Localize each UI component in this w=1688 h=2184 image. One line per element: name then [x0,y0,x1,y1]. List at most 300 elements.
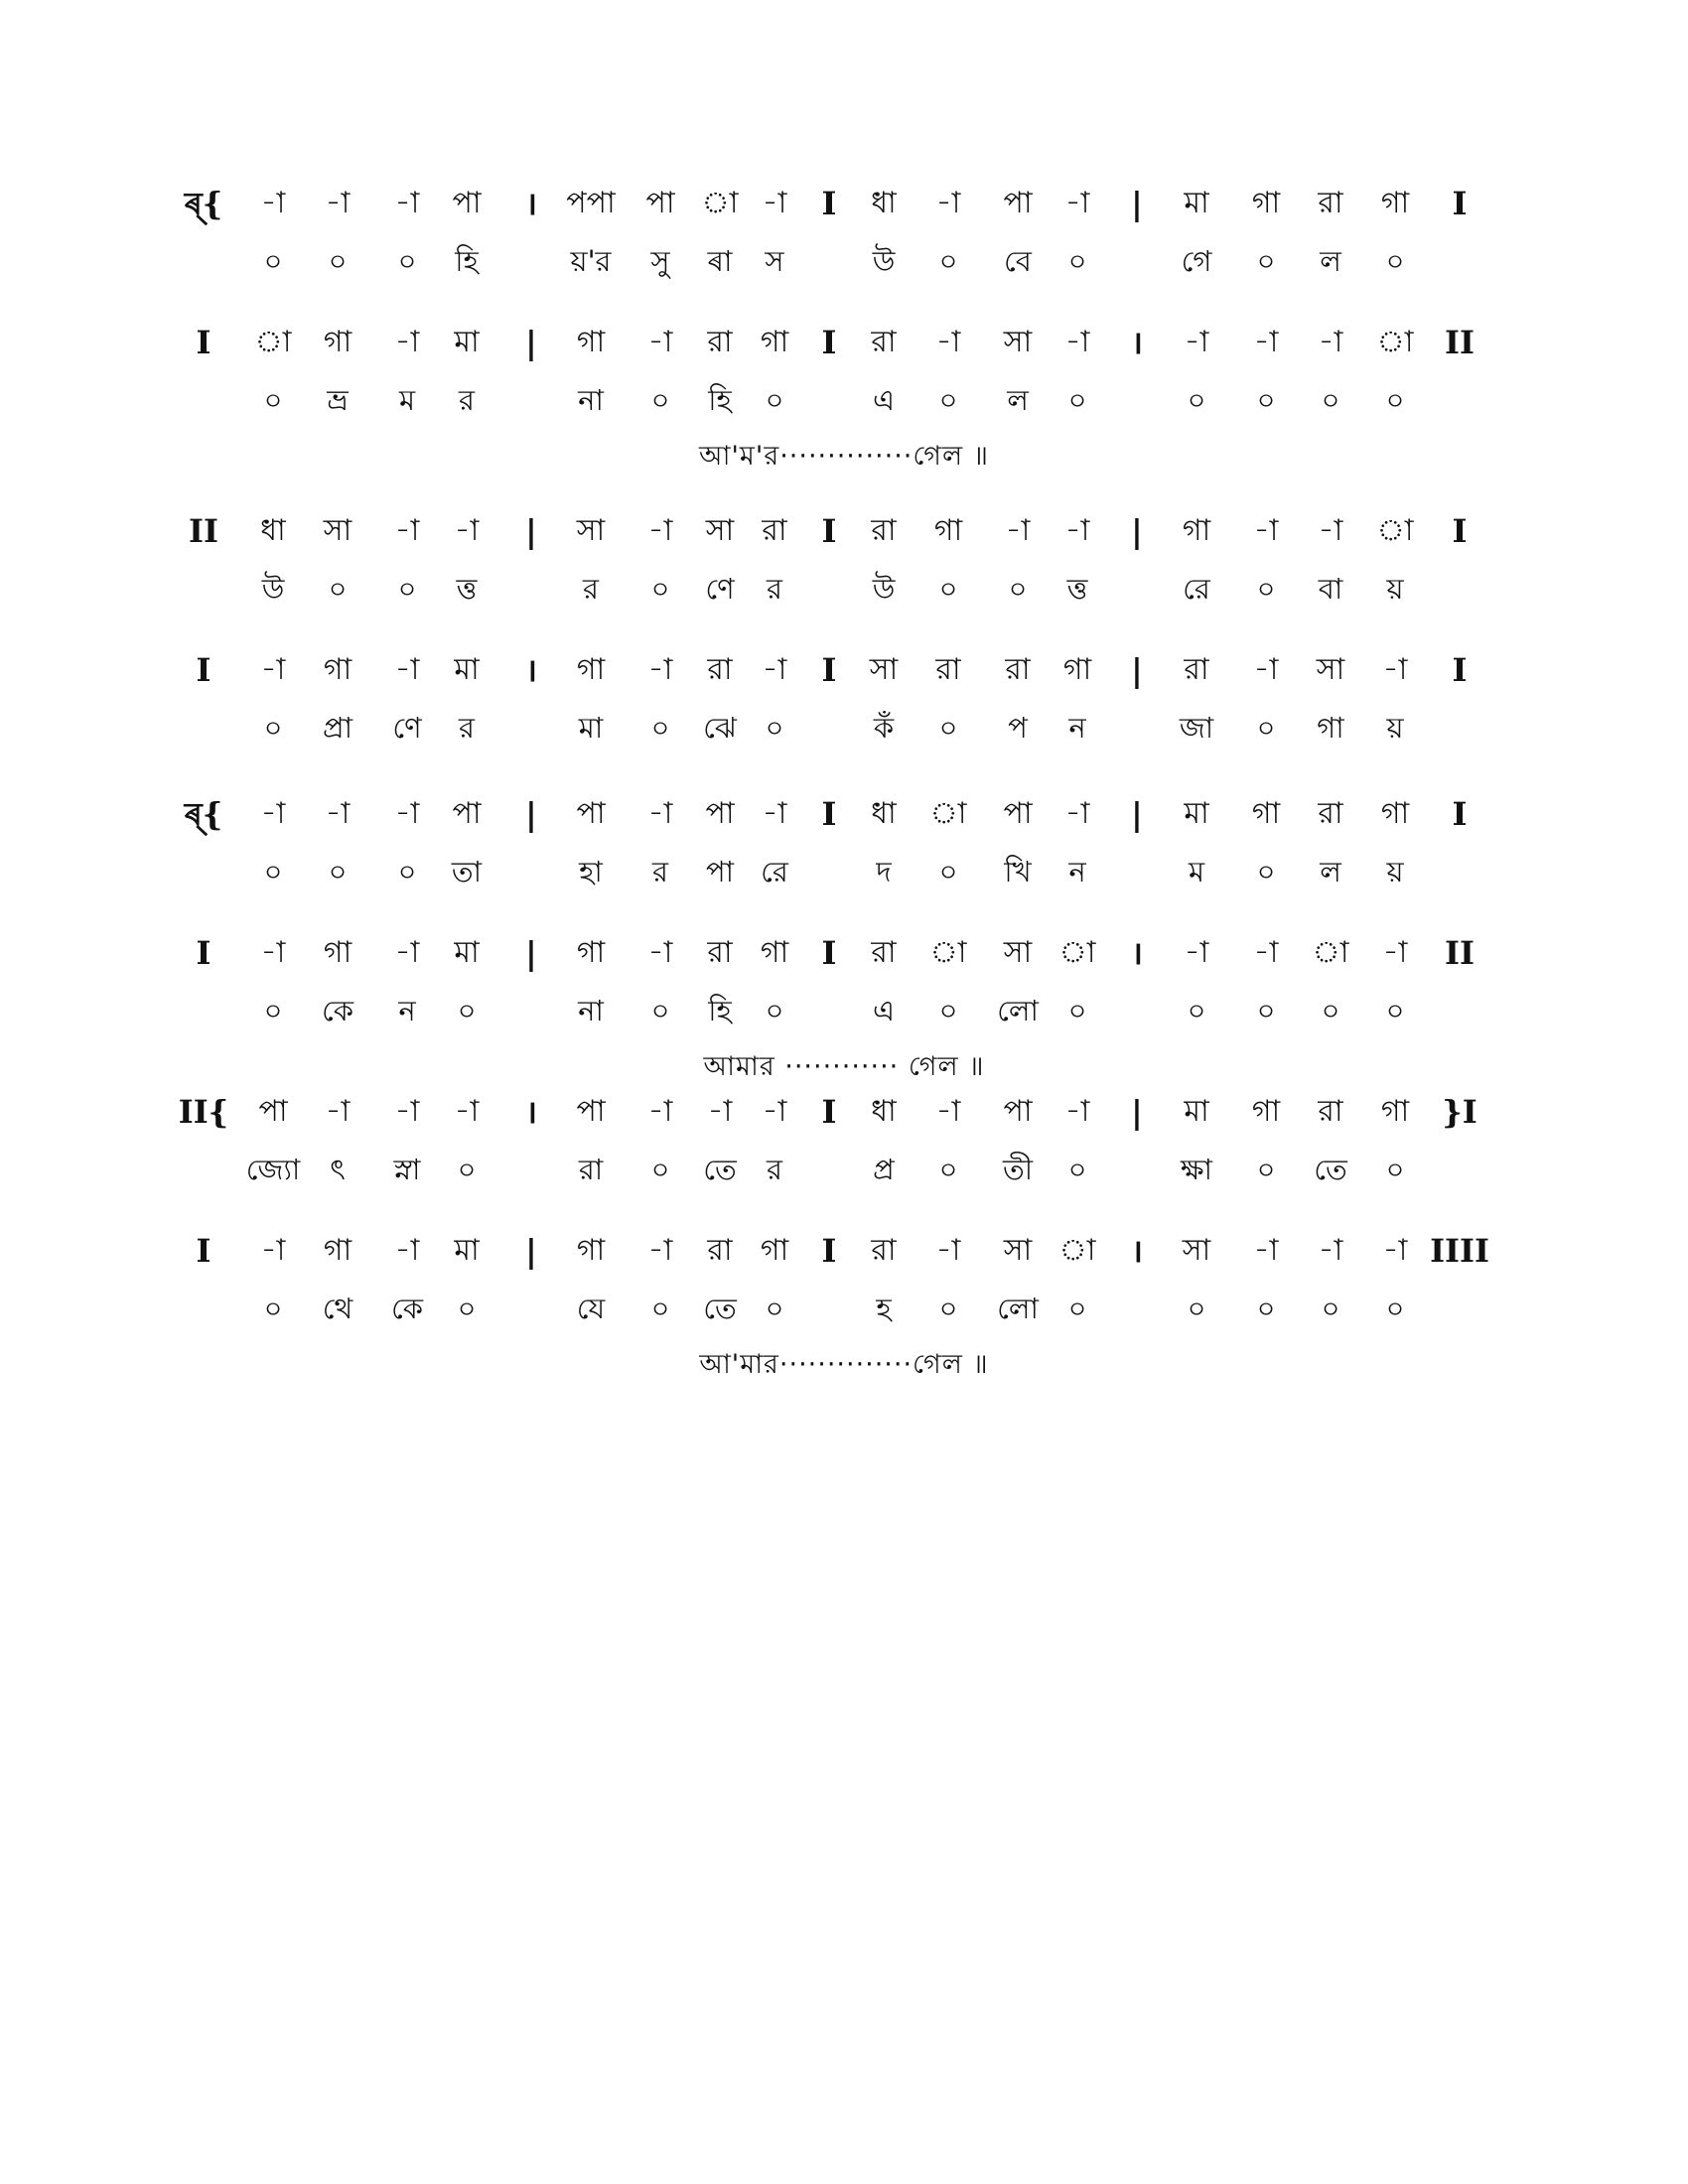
swara-note: া [1058,935,1096,970]
swara-note: রা [935,652,961,687]
lyric-syllable: জ্যো [245,1153,301,1186]
lyric-syllable: ০ [328,855,348,888]
swara-note: -া [1318,1233,1343,1268]
swara-note: -া [325,1094,351,1129]
lyric-syllable: রা [578,1153,604,1186]
lyric-syllable: না [578,994,604,1027]
lyric-syllable: ০ [1008,572,1028,606]
lyric-syllable: ০ [938,711,958,745]
swara-note: গা [576,1233,606,1268]
lyric-syllable: ০ [1385,244,1405,278]
lyric-syllable: ন [1068,855,1086,888]
bar-mark: | [525,1232,537,1270]
lyric-syllable: উ [261,572,285,606]
swara-note: -া [260,1233,286,1268]
lyric-syllable: ০ [1187,1292,1206,1325]
bar-mark: I [196,324,211,361]
swara-note: সা [705,513,735,548]
swara-note: -া [707,1094,733,1129]
lyric-syllable: ০ [650,994,670,1027]
lyric-syllable: সু [650,244,670,278]
bar-mark: IIII [1430,1232,1489,1270]
lyric-syllable: জা [1179,711,1214,745]
lyric-syllable: গা [1317,711,1344,745]
bar-mark: I [196,1232,211,1270]
lyric-syllable: য়'র [570,244,612,278]
swara-note: রা [707,935,733,970]
swara-note: গা [323,652,352,687]
bar-mark: । [1130,934,1144,972]
swara-note: -া [1253,513,1279,548]
lyric-syllable: ০ [1256,1153,1276,1186]
lyric-syllable: প্র [873,1153,895,1186]
bar-mark: I [821,1232,837,1270]
swara-note: রা [762,513,787,548]
refrain-line: আমার ············ গেল ॥ [703,1051,985,1082]
bar-mark: | [1131,651,1143,689]
lyric-syllable: স্না [393,1153,421,1186]
swara-line [0,640,1688,700]
bar-mark: II [1445,934,1475,972]
bar-mark: | [1131,795,1143,833]
swara-note: া [701,186,739,220]
swara-note: গা [1251,186,1281,220]
lyric-syllable: ০ [938,994,958,1027]
lyric-line [0,370,1688,430]
lyric-syllable: ০ [1067,1153,1087,1186]
lyric-syllable: ০ [1385,1292,1405,1325]
bar-mark: | [525,795,537,833]
swara-note: পা [258,1094,288,1129]
swara-note: গা [1380,1094,1410,1129]
swara-note: -া [762,1094,787,1129]
swara-note: -া [1064,325,1090,359]
lyric-syllable: র [652,855,668,888]
swara-note: গা [576,652,606,687]
swara-line [0,784,1688,844]
lyric-syllable: ০ [263,383,283,417]
lyric-syllable: ০ [1187,994,1206,1027]
swara-note: রা [707,325,733,359]
lyric-syllable: ত্ত [1066,572,1088,606]
swara-note: -া [935,1233,961,1268]
bar-mark: }I [1442,1093,1477,1131]
bar-mark: । [524,651,538,689]
swara-note: ধা [871,796,897,831]
swara-note: -া [1184,325,1209,359]
swara-note: গা [323,935,352,970]
swara-note: পা [452,186,482,220]
swara-note: সা [576,513,606,548]
lyric-syllable: যে [576,1292,606,1325]
lyric-syllable: ০ [1385,1153,1405,1186]
swara-note: ধা [871,1094,897,1129]
swara-note: রা [1184,652,1209,687]
swara-note: -া [260,796,286,831]
bar-mark: I [821,651,837,689]
bar-mark: I [196,934,211,972]
swara-note: -া [1253,652,1279,687]
swara-note: -া [647,652,673,687]
swara-line [0,501,1688,561]
lyric-syllable: ০ [765,994,784,1027]
swara-note: -া [1064,796,1090,831]
lyric-syllable: গে [1181,244,1212,278]
lyric-syllable: ০ [263,711,283,745]
swara-note: মা [454,325,480,359]
swara-note: রা [871,1233,897,1268]
lyric-syllable: ০ [650,1292,670,1325]
swara-note: -া [394,513,420,548]
swara-note: -া [935,186,961,220]
lyric-syllable: এ [872,383,896,417]
swara-note: পা [452,796,482,831]
lyric-syllable: লো [997,1292,1039,1325]
swara-note: -া [394,796,420,831]
bar-mark: ৰ্{ [184,185,223,222]
bar-mark: II{ [178,1093,229,1131]
lyric-syllable: ০ [263,1292,283,1325]
lyric-syllable: তী [1002,1153,1034,1186]
refrain-line: আ'ম'র··············গেল ॥ [699,441,989,472]
lyric-syllable: ৰা [707,244,733,278]
bar-mark: । [1130,1232,1144,1270]
swara-note: পা [1003,186,1033,220]
swara-note: া [929,796,967,831]
lyric-syllable: ম [1188,855,1205,888]
lyric-syllable: উ [872,572,896,606]
lyric-syllable: ন [398,994,416,1027]
swara-note: -া [1064,1094,1090,1129]
lyric-syllable: ০ [765,383,784,417]
swara-note: গা [760,1233,789,1268]
bar-mark: I [821,512,837,550]
lyric-syllable: ঝে [703,711,737,745]
swara-note: -া [1382,935,1408,970]
swara-note: ধা [871,186,897,220]
swara-note: পপা [566,186,616,220]
swara-note: -া [1382,1233,1408,1268]
swara-note: -া [394,1094,420,1129]
swara-note: -া [394,652,420,687]
swara-note: -া [454,513,480,548]
lyric-syllable: ০ [1256,244,1276,278]
lyric-syllable: ০ [1067,244,1087,278]
lyric-syllable: র [583,572,599,606]
lyric-syllable: কঁ [873,711,895,745]
swara-note: মা [1184,796,1209,831]
bar-mark: I [196,651,211,689]
swara-note: রা [1318,796,1343,831]
swara-note: গা [1251,1094,1281,1129]
swara-note: -া [394,186,420,220]
swara-note: -া [260,652,286,687]
lyric-syllable: ০ [938,572,958,606]
lyric-syllable: ০ [1256,994,1276,1027]
lyric-syllable: ০ [1256,383,1276,417]
lyric-line [0,1279,1688,1338]
lyric-syllable: ০ [1385,994,1405,1027]
lyric-syllable: রে [1183,572,1210,606]
swara-note: গা [576,325,606,359]
swara-line [0,923,1688,983]
lyric-syllable: ০ [263,994,283,1027]
lyric-syllable: প্রা [322,711,353,745]
swara-note: -া [935,325,961,359]
lyric-syllable: ল [1320,855,1341,888]
lyric-syllable: হ [876,1292,892,1325]
bar-mark: | [1131,1093,1143,1131]
swara-note: -া [1253,935,1279,970]
swara-line [0,1082,1688,1142]
lyric-syllable: ০ [1256,1292,1276,1325]
lyric-syllable: পা [705,855,735,888]
swara-note: -া [394,935,420,970]
swara-note: -া [1318,325,1343,359]
lyric-syllable: স [765,244,784,278]
lyric-syllable: ণে [392,711,422,745]
swara-note: পা [1003,796,1033,831]
bar-mark: II [1445,324,1475,361]
swara-note: মা [454,1233,480,1268]
swara-note: সা [1182,1233,1211,1268]
lyric-syllable: ল [1320,244,1341,278]
swara-note: মা [454,652,480,687]
lyric-syllable: হি [455,244,479,278]
swara-note: -া [1318,513,1343,548]
bar-mark: | [525,324,537,361]
lyric-syllable: ০ [1321,1292,1340,1325]
lyric-syllable: তে [1314,1153,1347,1186]
swara-note: রা [707,652,733,687]
lyric-syllable: ০ [397,855,417,888]
swara-note: -া [260,935,286,970]
swara-note: মা [1184,1094,1209,1129]
lyric-syllable: বে [1004,244,1032,278]
swara-note: া [254,325,292,359]
lyric-syllable: প [1008,711,1028,745]
lyric-syllable: এ [872,994,896,1027]
swara-note: -া [762,652,787,687]
bar-mark: II [189,512,218,550]
bar-mark: | [525,934,537,972]
swara-note: া [1376,325,1414,359]
lyric-syllable: ভ্র [327,383,349,417]
swara-note: গা [323,325,352,359]
swara-note: পা [645,186,675,220]
swara-note: গা [760,935,789,970]
swara-note: পা [1003,1094,1033,1129]
lyric-syllable: ০ [650,711,670,745]
lyric-syllable: ০ [765,1292,784,1325]
swara-note: সা [1316,652,1345,687]
swara-note: গা [1380,796,1410,831]
swara-note: রা [707,1233,733,1268]
lyric-syllable: বা [1318,572,1343,606]
lyric-syllable: ০ [765,711,784,745]
bar-mark: | [1131,512,1143,550]
swara-note: -া [762,796,787,831]
swara-note: রা [871,513,897,548]
swara-note: মা [1184,186,1209,220]
lyric-syllable: র [767,572,782,606]
bar-mark: । [524,1093,538,1131]
swara-note: া [1312,935,1349,970]
swara-note: -া [325,796,351,831]
swara-line [0,174,1688,233]
lyric-line [0,1140,1688,1199]
swara-note: পা [576,1094,606,1129]
lyric-syllable: ০ [1321,994,1340,1027]
swara-note: সা [1003,325,1033,359]
lyric-syllable: দ [876,855,892,888]
lyric-line [0,559,1688,618]
swara-note: -া [1382,652,1408,687]
swara-note: -া [454,1094,480,1129]
swara-note: রা [871,935,897,970]
lyric-syllable: ০ [650,383,670,417]
lyric-syllable: য় [1386,572,1404,606]
lyric-syllable: য় [1386,711,1404,745]
lyric-syllable: ০ [1187,383,1206,417]
swara-note: -া [647,796,673,831]
swara-note: রা [1005,652,1031,687]
swara-note: -া [647,1094,673,1129]
bar-mark: ৰ্{ [184,795,223,833]
bar-mark: । [1130,324,1144,361]
lyric-syllable: ০ [1256,855,1276,888]
lyric-syllable: ০ [457,994,477,1027]
swara-note: -া [1064,513,1090,548]
lyric-syllable: ০ [938,383,958,417]
lyric-line [0,698,1688,757]
bar-mark: । [524,185,538,222]
lyric-syllable: র [459,383,475,417]
swara-note: মা [454,935,480,970]
swara-note: -া [1005,513,1031,548]
swara-note: -া [394,325,420,359]
swara-note: -া [935,1094,961,1129]
lyric-syllable: ০ [1067,994,1087,1027]
swara-note: া [929,935,967,970]
swara-note: -া [1253,1233,1279,1268]
swara-note: -া [762,186,787,220]
lyric-syllable: ০ [650,1153,670,1186]
bar-mark: | [1131,185,1143,222]
lyric-syllable: হা [579,855,603,888]
lyric-syllable: ০ [938,855,958,888]
lyric-syllable: কে [321,994,354,1027]
lyric-syllable: তে [703,1153,737,1186]
lyric-syllable: ০ [457,1292,477,1325]
refrain-line: আ'মার··············গেল ॥ [699,1349,989,1380]
lyric-syllable: খি [1004,855,1032,888]
swara-note: গা [933,513,963,548]
lyric-syllable: হি [708,994,732,1027]
lyric-syllable: ০ [938,1153,958,1186]
bar-mark: I [1452,651,1468,689]
swara-note: -া [647,1233,673,1268]
lyric-line [0,842,1688,901]
swara-line [0,313,1688,372]
bar-mark: I [821,324,837,361]
bar-mark: I [1452,185,1468,222]
swara-note: া [1376,513,1414,548]
lyric-syllable: হি [708,383,732,417]
lyric-syllable: ০ [328,244,348,278]
lyric-syllable: ০ [328,572,348,606]
lyric-line [0,981,1688,1040]
lyric-syllable: ০ [397,244,417,278]
lyric-syllable: ল [1007,383,1029,417]
swara-note: সা [869,652,899,687]
lyric-syllable: লো [997,994,1039,1027]
swara-note: গা [1380,186,1410,220]
swara-note: গা [576,935,606,970]
lyric-syllable: র [767,1153,782,1186]
bar-mark: I [1452,795,1468,833]
bar-mark: I [1452,512,1468,550]
bar-mark: I [821,185,837,222]
lyric-syllable: ৎ [330,1153,346,1186]
lyric-syllable: ০ [397,572,417,606]
lyric-syllable: ০ [938,244,958,278]
swara-line [0,1221,1688,1281]
swara-note: -া [325,186,351,220]
lyric-syllable: তে [703,1292,737,1325]
swara-note: -া [647,935,673,970]
lyric-syllable: রে [761,855,788,888]
swara-note: -া [260,186,286,220]
lyric-syllable: না [578,383,604,417]
swara-note: গা [1062,652,1092,687]
lyric-syllable: ০ [650,572,670,606]
lyric-syllable: ০ [457,1153,477,1186]
lyric-syllable: ০ [1256,572,1276,606]
lyric-syllable: ন [1068,711,1086,745]
lyric-syllable: থে [322,1292,353,1325]
swara-note: রা [871,325,897,359]
lyric-syllable: ০ [263,855,283,888]
lyric-syllable: তা [451,855,483,888]
bar-mark: I [821,934,837,972]
swara-note: রা [1318,1094,1343,1129]
bar-mark: I [821,1093,837,1131]
bar-mark: | [525,512,537,550]
lyric-syllable: ণে [705,572,735,606]
lyric-syllable: ত্ত [456,572,478,606]
swara-note: া [1058,1233,1096,1268]
swara-note: -া [647,513,673,548]
lyric-syllable: ০ [938,1292,958,1325]
swara-note: গা [760,325,789,359]
swara-note: গা [1182,513,1211,548]
swara-note: -া [394,1233,420,1268]
swara-note: রা [1318,186,1343,220]
swara-note: পা [705,796,735,831]
lyric-syllable: য় [1386,855,1404,888]
lyric-syllable: মা [578,711,604,745]
swara-note: সা [1003,935,1033,970]
lyric-syllable: ০ [1067,1292,1087,1325]
swara-note: ধা [260,513,286,548]
swara-note: সা [323,513,352,548]
lyric-line [0,231,1688,291]
lyric-syllable: ০ [263,244,283,278]
lyric-syllable: ০ [1256,711,1276,745]
lyric-syllable: ০ [1321,383,1340,417]
lyric-syllable: কে [390,1292,424,1325]
